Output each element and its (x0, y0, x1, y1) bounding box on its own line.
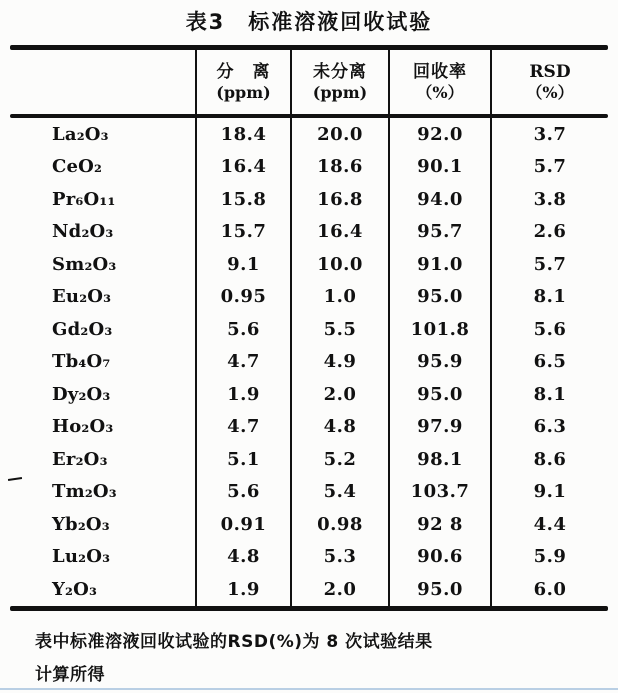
header-recovery-title: 回收率 (413, 61, 467, 82)
rsd-cell: 5.7 (490, 248, 608, 281)
rsd-cell: 5.6 (490, 313, 608, 346)
rsd-cell: 6.5 (490, 346, 608, 379)
table-row (10, 443, 608, 476)
unseparated-cell: 18.6 (290, 151, 388, 184)
rsd-cell: 6.3 (490, 411, 608, 444)
table-row (10, 378, 608, 411)
unseparated-cell: 4.9 (290, 346, 388, 379)
table-row (10, 508, 608, 541)
header-empty-cell (10, 50, 195, 114)
rsd-cell: 3.8 (490, 183, 608, 216)
header-separated (195, 50, 290, 114)
unseparated-cell: 2.0 (290, 378, 388, 411)
table-row (10, 541, 608, 574)
unseparated-cell: 10.0 (290, 248, 388, 281)
rsd-cell: 5.7 (490, 151, 608, 184)
compound-cell: Lu₂O₃ (52, 546, 111, 568)
recovery-cell: 98.1 (388, 443, 490, 476)
rsd-cell: 6.0 (490, 573, 608, 606)
table-row (10, 118, 608, 151)
table-header-row (10, 50, 608, 114)
separated-cell: 9.1 (195, 248, 290, 281)
separated-cell: 16.4 (195, 151, 290, 184)
unseparated-cell: 5.4 (290, 476, 388, 509)
table-row (10, 411, 608, 444)
unseparated-cell: 5.3 (290, 541, 388, 574)
separated-cell: 0.91 (195, 508, 290, 541)
table-bottom-rule (10, 606, 608, 611)
unseparated-cell: 16.8 (290, 183, 388, 216)
recovery-cell: 103.7 (388, 476, 490, 509)
header-rsd-unit: （%） (526, 82, 574, 102)
recovery-cell: 95.0 (388, 281, 490, 314)
unseparated-cell: 16.4 (290, 216, 388, 249)
scan-edge-line (0, 688, 618, 690)
table-row (10, 183, 608, 216)
compound-cell: Eu₂O₃ (52, 286, 112, 308)
recovery-cell: 95.7 (388, 216, 490, 249)
recovery-cell: 90.1 (388, 151, 490, 184)
unseparated-cell: 4.8 (290, 411, 388, 444)
header-unseparated-unit: (ppm) (312, 83, 368, 103)
header-recovery-unit: （%） (416, 83, 464, 103)
unseparated-cell: 0.98 (290, 508, 388, 541)
header-rsd-title: RSD (529, 62, 571, 83)
compound-cell: La₂O₃ (52, 123, 109, 145)
compound-cell: Gd₂O₃ (52, 318, 113, 340)
rsd-cell: 8.1 (490, 378, 608, 411)
compound-cell: CeO₂ (52, 156, 103, 178)
recovery-cell: 91.0 (388, 248, 490, 281)
recovery-cell: 95.9 (388, 346, 490, 379)
recovery-cell: 95.0 (388, 378, 490, 411)
footnote-line-2: 计算所得 (35, 665, 105, 686)
table-row (10, 151, 608, 184)
separated-cell: 0.95 (195, 281, 290, 314)
header-separated-title: 分 离 (216, 61, 271, 82)
compound-cell: Pr₆O₁₁ (52, 188, 116, 210)
recovery-cell: 92.0 (388, 118, 490, 151)
table-row (10, 573, 608, 606)
unseparated-cell: 5.2 (290, 443, 388, 476)
separated-cell: 5.6 (195, 313, 290, 346)
header-separated-unit: (ppm) (216, 83, 271, 103)
rsd-cell: 2.6 (490, 216, 608, 249)
header-recovery (388, 50, 490, 114)
separated-cell: 1.9 (195, 573, 290, 606)
recovery-cell: 90.6 (388, 541, 490, 574)
table-row (10, 476, 608, 509)
recovery-cell: 101.8 (388, 313, 490, 346)
compound-cell: Nd₂O₃ (52, 221, 114, 243)
table-body (10, 118, 608, 606)
table-title: 表3 标准溶液回收试验 (185, 10, 433, 34)
rsd-cell: 3.7 (490, 118, 608, 151)
header-unseparated-title: 未分离 (313, 61, 367, 82)
separated-cell: 4.7 (195, 411, 290, 444)
table-row (10, 346, 608, 379)
separated-cell: 5.6 (195, 476, 290, 509)
compound-cell: Y₂O₃ (52, 578, 98, 600)
recovery-cell: 94.0 (388, 183, 490, 216)
table-footnote (35, 626, 595, 692)
separated-cell: 1.9 (195, 378, 290, 411)
table-row (10, 281, 608, 314)
compound-cell: Sm₂O₃ (52, 253, 117, 275)
recovery-cell: 97.9 (388, 411, 490, 444)
header-unseparated (290, 50, 388, 114)
unseparated-cell: 20.0 (290, 118, 388, 151)
unseparated-cell: 5.5 (290, 313, 388, 346)
rsd-cell: 4.4 (490, 508, 608, 541)
rsd-cell: 5.9 (490, 541, 608, 574)
recovery-table (10, 45, 608, 611)
compound-cell: Tm₂O₃ (52, 481, 117, 503)
header-rsd (490, 50, 608, 114)
separated-cell: 5.1 (195, 443, 290, 476)
compound-cell: Yb₂O₃ (52, 513, 110, 535)
separated-cell: 15.8 (195, 183, 290, 216)
separated-cell: 15.7 (195, 216, 290, 249)
compound-cell: Dy₂O₃ (52, 383, 111, 405)
separated-cell: 4.7 (195, 346, 290, 379)
separated-cell: 4.8 (195, 541, 290, 574)
unseparated-cell: 1.0 (290, 281, 388, 314)
rsd-cell: 8.6 (490, 443, 608, 476)
compound-cell: Ho₂O₃ (52, 416, 114, 438)
compound-cell: Er₂O₃ (52, 448, 108, 470)
table-row (10, 313, 608, 346)
table-row (10, 248, 608, 281)
compound-cell: Tb₄O₇ (52, 351, 111, 373)
footnote-line-1: 表中标准溶液回收试验的RSD(%)为 8 次试验结果 (35, 632, 433, 652)
recovery-cell: 92 8 (388, 508, 490, 541)
rsd-cell: 9.1 (490, 476, 608, 509)
separated-cell: 18.4 (195, 118, 290, 151)
recovery-cell: 95.0 (388, 573, 490, 606)
unseparated-cell: 2.0 (290, 573, 388, 606)
rsd-cell: 8.1 (490, 281, 608, 314)
table-row (10, 216, 608, 249)
